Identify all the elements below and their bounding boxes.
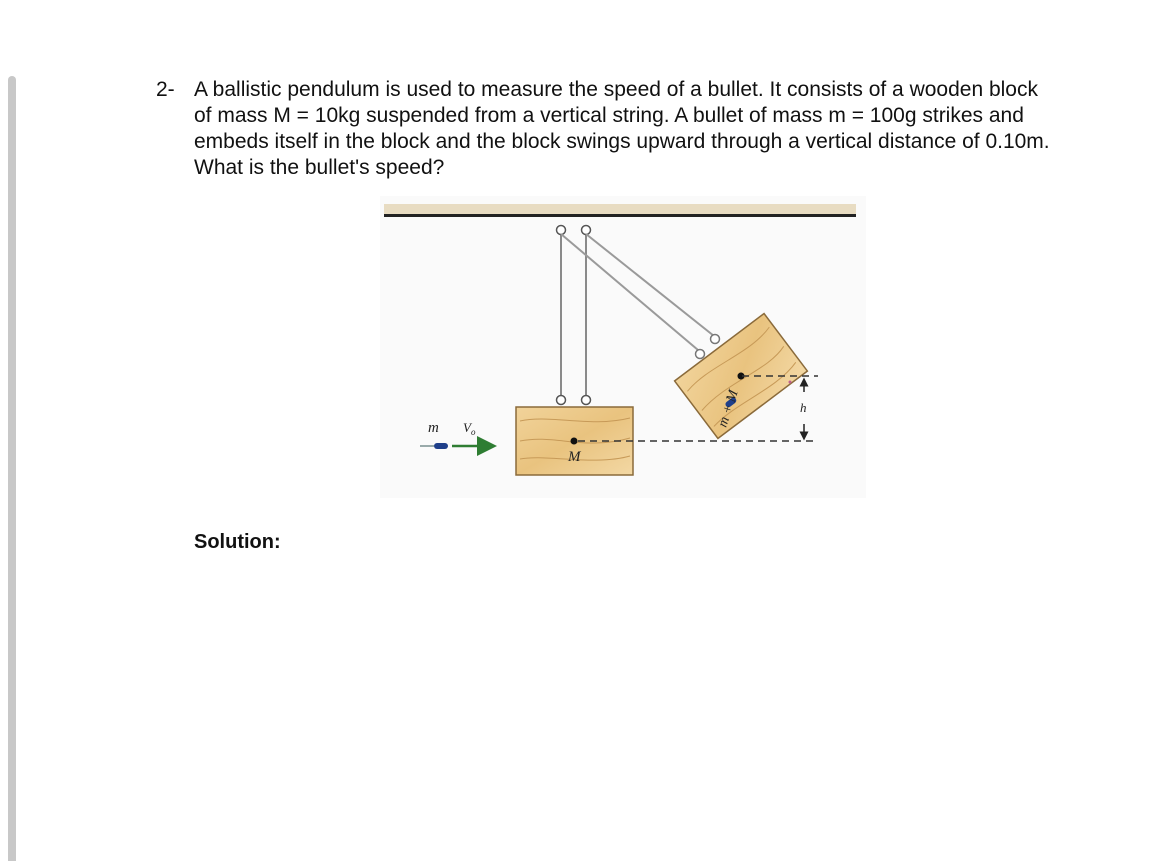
ballistic-pendulum-figure [380, 196, 866, 498]
block-mass-label: M [568, 449, 581, 465]
solution-label: Solution: [194, 531, 281, 553]
ceiling [384, 204, 856, 217]
problem-statement [156, 77, 1056, 181]
bullet-mass-label: m [428, 420, 439, 436]
problem-text: A ballistic pendulum is used to measure the speed of a bullet. It consists of a wooden block of mass M = 10kg suspended from a vertical string. A bullet of mass m = 100g strikes and embeds itself in the block and the block swings upward through a vertical distance of 0.10m. What is the bullet's speed? [194, 78, 1050, 179]
scrollbar[interactable] [8, 76, 16, 861]
height-label: h [800, 400, 807, 415]
velocity-label: $V_o$ [463, 420, 476, 437]
problem-number: 2- [156, 78, 175, 101]
combined-mass-label: m + M [715, 388, 742, 430]
pendulum-diagram [380, 196, 866, 498]
